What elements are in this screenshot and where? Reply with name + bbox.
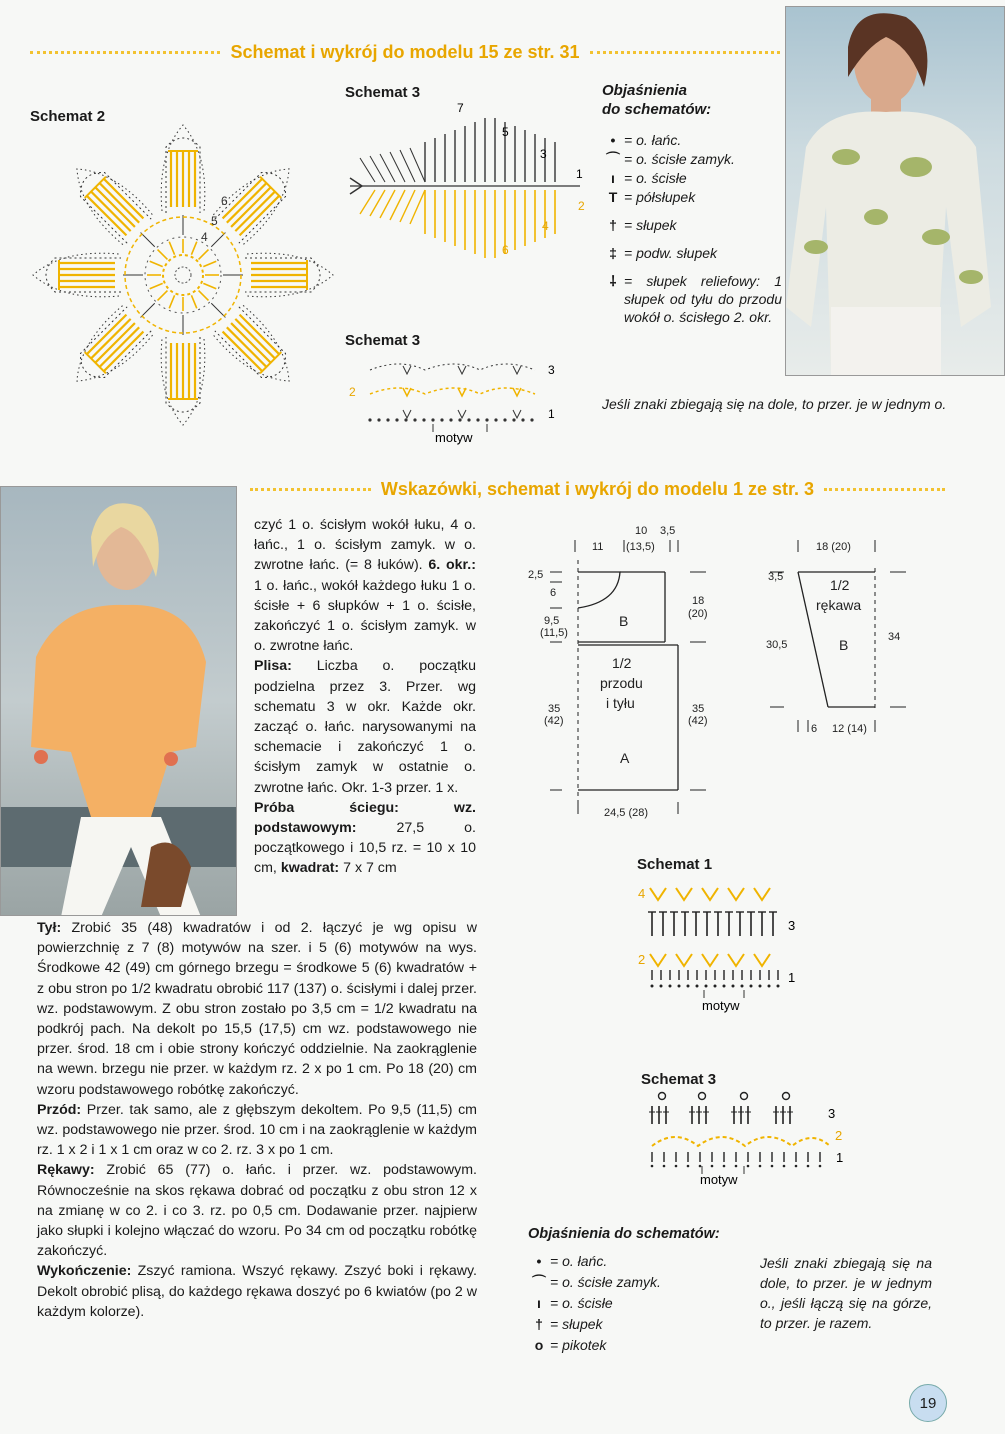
sleeve-label: rękawa — [816, 597, 862, 613]
half-label: 1/2 — [612, 655, 632, 671]
piece-label-b: B — [619, 613, 629, 629]
svg-text:4: 4 — [542, 219, 549, 233]
dim-3-5: 3,5 — [660, 525, 676, 537]
instructions-lower — [37, 918, 477, 1322]
relief-stitch-symbol: ⸸ — [609, 273, 617, 289]
instr-paragraph-finishing: Wykończenie: Zszyć ramiona. Wszyć rękawy. Zszyć boki i rękawy. Dekolt obrobić plisą, do każdego rękawa doszyć po 6 kwiatów (po 2 w każdym kolorze). — [37, 1263, 477, 1320]
legend2-text: = o. łańc. — [550, 1253, 608, 1269]
legend1-title-1: Objaśnienia — [602, 82, 688, 99]
front-label: przodu — [600, 675, 643, 691]
dim-10: 10 — [635, 525, 648, 537]
instr-paragraph-plisa: Plisa: Liczba o. początku podzielna przez 3. Przer. wg schematu 3 w okr. Każde okr. zacząć o. łańc. narysowanymi na schemacie i zakończyć 1 o. ścisłym zamyk w ostatnie o. zwrotne łańc. Okr. 1-3 przer. 1 x. — [254, 658, 476, 796]
treble-crochet-symbol: ‡ — [609, 245, 617, 261]
legend1-text: = słupek reliefowy: 1 słupek od tyłu do przodu wokół o. ścisłego 2. okr. — [624, 273, 782, 325]
schemat3-leaf-diagram — [340, 98, 590, 273]
legend1-row — [602, 150, 782, 168]
legend2-row — [528, 1252, 758, 1270]
sleeve-dim-6: 6 — [811, 723, 818, 735]
double-crochet-symbol: † — [609, 217, 617, 233]
svg-text:3: 3 — [548, 363, 555, 377]
svg-text:1: 1 — [576, 167, 583, 181]
svg-text:2: 2 — [835, 1128, 843, 1143]
dim-35-right: 35 — [692, 703, 705, 715]
piece-label-a: A — [620, 750, 630, 766]
schemat1-diagram — [636, 874, 806, 1014]
sleeve-piece-b: B — [839, 637, 849, 653]
schemat3-lower-motyw: motyw — [700, 1172, 738, 1187]
dot-chain-symbol: • — [610, 132, 616, 148]
schemat3-edge-diagram — [345, 352, 565, 447]
legend1-row — [602, 244, 782, 262]
svg-text:5: 5 — [211, 214, 218, 228]
page-number: 19 — [909, 1384, 947, 1422]
svg-text:7: 7 — [457, 101, 464, 115]
legend1-text: = półsłupek — [624, 189, 696, 205]
photo-model-15 — [785, 6, 1005, 376]
section2-header — [250, 479, 945, 500]
legend1-text: = podw. słupek — [624, 245, 718, 261]
instr-paragraph-round5: czyć 1 o. ścisłym wokół łuku, 4 o. łańc., 1 o. ścisłym zamyk. w o. zwrotne łańc. (= 8 łuków). 6. okr.: 1 o. łańc., wokół każdego łuku 1 o. ścisłe + 6 słupków + 1 o. ścisłe, zakończyć 1 o. ścisłym zamyk. w o. zwrotne łańc. — [254, 517, 476, 655]
sleeve-half: 1/2 — [830, 577, 850, 593]
pattern-sleeve-diagram — [760, 532, 920, 742]
header2-rule-left — [250, 488, 371, 491]
legend1-row — [602, 216, 782, 234]
svg-text:1: 1 — [836, 1150, 844, 1165]
schemat3-leaf-label: Schemat 3 — [345, 84, 421, 101]
svg-text:6: 6 — [221, 194, 228, 208]
instr-paragraph-gauge: Próba ściegu: wz. podstawowym: 27,5 o. początkowego i 10,5 rz. = 10 x 10 cm, kwadrat: 7 x 7 cm — [254, 799, 476, 877]
schemat3-edge-label: Schemat 3 — [345, 332, 421, 349]
instr-paragraph-front: Przód: Przer. tak samo, ale z głębszym dekoltem. Po 9,5 (11,5) cm wz. podstawowego nie przer. środ. 10 cm i na zaokrąglenie w każdym rz. 1 x 2 i 1 x 1 cm oraz w co 2. rz. 3 x po 1 cm. — [37, 1101, 477, 1159]
svg-text:1: 1 — [548, 407, 555, 421]
single-crochet-symbol: ı — [611, 170, 615, 186]
legend-section1 — [602, 81, 782, 327]
instructions-upper — [254, 515, 476, 879]
sleeve-dim-18: 18 (20) — [816, 541, 851, 553]
schemat3-lower-label: Schemat 3 — [641, 1071, 717, 1088]
photo-model-1 — [0, 486, 237, 916]
dim-42-right: (42) — [688, 715, 708, 727]
double-crochet-symbol: † — [535, 1316, 543, 1332]
legend1-text: = o. ścisłe — [624, 170, 687, 186]
legend1-row — [602, 188, 782, 206]
section2-title: Wskazówki, schemat i wykrój do modelu 1 ze str. 3 — [380, 479, 815, 499]
svg-text:5: 5 — [502, 125, 509, 139]
svg-text:3: 3 — [540, 147, 547, 161]
legend1-text: = o. ścisłe zamyk. — [624, 151, 735, 167]
svg-text:4: 4 — [201, 230, 208, 244]
pattern-body-diagram — [520, 520, 720, 825]
schemat2-label: Schemat 2 — [30, 108, 106, 125]
dim-24-5: 24,5 (28) — [604, 807, 649, 819]
sleeve-dim-30-5: 30,5 — [766, 639, 788, 651]
instr-paragraph-sleeves: Rękawy: Zrobić 65 (77) o. łańc. i przer. wz. podstawowym. Równocześnie na skos rękawa dobrać od początku z obu stron 12 x na zmianę w co 2. i co 3. rz. po 0,5 cm. Dodawanie przer. najpierw jako słupki i kolejno włączać do wzoru. Po 34 cm od początku robótkę zakończyć. — [37, 1162, 477, 1260]
legend2-row — [528, 1315, 758, 1333]
schemat1-motyw: motyw — [702, 998, 740, 1013]
legend2-text: = pikotek — [550, 1337, 607, 1353]
legend-section2 — [528, 1226, 758, 1357]
dot-chain-symbol: • — [536, 1253, 542, 1269]
schemat1-label: Schemat 1 — [637, 856, 713, 873]
header-rule-left — [30, 51, 220, 54]
dim-18: 18 — [692, 595, 705, 607]
section1-title: Schemat i wykrój do modelu 15 ze str. 31 — [230, 42, 580, 62]
svg-text:2: 2 — [349, 385, 356, 399]
dim-11-5: (11,5) — [540, 627, 568, 639]
svg-text:1: 1 — [788, 970, 796, 985]
single-crochet-symbol: ı — [537, 1295, 541, 1311]
dim-35-left: 35 — [548, 703, 561, 715]
legend2-title: Objaśnienia do schematów: — [528, 1226, 720, 1242]
svg-text:6: 6 — [502, 243, 509, 257]
dim-13-5: (13,5) — [626, 541, 655, 553]
schemat2-flower-diagram — [20, 115, 350, 445]
svg-text:4: 4 — [638, 886, 646, 901]
legend2-row — [528, 1336, 758, 1354]
legend1-title-2: do schematów: — [602, 101, 712, 118]
legend1-text: = słupek — [624, 217, 677, 233]
motyw-label: motyw — [435, 430, 473, 445]
slip-stitch-symbol: ⌒ — [532, 1274, 546, 1290]
legend2-row — [528, 1273, 758, 1291]
dim-9-5: 9,5 — [544, 615, 560, 627]
svg-text:3: 3 — [788, 918, 796, 933]
legend2-note: Jeśli znaki zbiegają się na dole, to przer. je w jednym o., jeśli łączą się na górze, to przer. je razem. — [760, 1255, 932, 1331]
svg-text:2: 2 — [638, 952, 646, 967]
svg-text:3: 3 — [828, 1106, 836, 1121]
dim-2-5: 2,5 — [528, 569, 544, 581]
half-double-symbol: T — [608, 189, 618, 205]
legend2-text: = słupek — [550, 1316, 603, 1332]
header-rule-right — [590, 51, 780, 54]
picot-symbol: o — [534, 1337, 544, 1353]
schemat3-lower-diagram — [640, 1088, 850, 1193]
svg-text:2: 2 — [578, 199, 585, 213]
dim-42-left: (42) — [544, 715, 564, 727]
legend1-row — [602, 131, 782, 149]
header2-rule-right — [824, 488, 945, 491]
legend2-text: = o. ścisłe zamyk. — [550, 1274, 661, 1290]
sleeve-dim-3-5: 3,5 — [768, 571, 784, 583]
legend1-row — [602, 169, 782, 187]
sleeve-dim-12: 12 (14) — [832, 723, 867, 735]
slip-stitch-symbol: ⌒ — [606, 151, 620, 167]
legend1-row — [602, 272, 782, 326]
legend1-text: = o. łańc. — [624, 132, 682, 148]
sleeve-dim-34: 34 — [888, 631, 901, 643]
dim-11: 11 — [592, 541, 604, 553]
dim-6: 6 — [550, 587, 557, 599]
dim-20: (20) — [688, 608, 708, 620]
instr-paragraph-back: Tył: Zrobić 35 (48) kwadratów i od 2. łączyć je wg opisu w powierzchnię z 7 (8) motywów na szer. i 5 (6) motywów na wys. Środkowe 42 (49) cm górnego brzegu = środkowe 5 (6) kwadratów + z obu stron po 1/2 kwadratu obrobić 117 (137) o. ścisłymi i dalej przer. wz. podstawowym. Z obu stron zostało po 3,5 cm = 1/2 kwadratu na podkrój pach. Na dekolt po 15,5 (17,5) cm wz. podstawowego nie przer. środ. 18 cm i obie strony kończyć oddzielnie. Na zaokrąglenie na wewn. brzegu nie przer. w każdym rz. 2 x po 1 cm. Po 18 (20) cm wzoru podstawowego robótkę zakończyć. — [37, 920, 477, 1098]
legend2-text: = o. ścisłe — [550, 1295, 613, 1311]
section1-header — [30, 42, 780, 63]
legend1-note: Jeśli znaki zbiegają się na dole, to przer. je w jednym o. — [602, 396, 947, 412]
back-label: i tyłu — [606, 695, 635, 711]
legend2-row — [528, 1294, 758, 1312]
